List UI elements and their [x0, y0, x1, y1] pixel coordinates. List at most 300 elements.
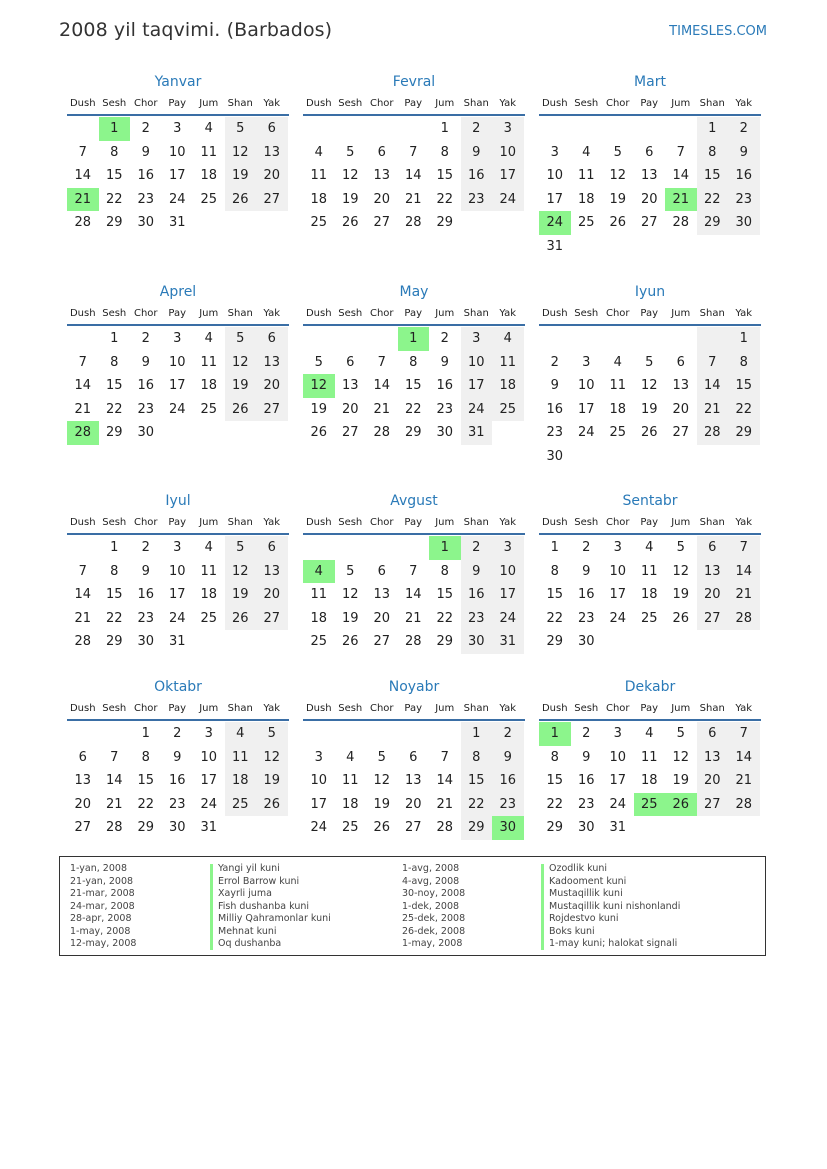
day-cell: 30	[577, 634, 595, 650]
holiday-date: 1-dek, 2008	[402, 900, 460, 912]
holiday-day-cell: 30	[492, 816, 524, 840]
holiday-name: Mustaqillik kuni	[549, 888, 623, 899]
month-name: Noyabr	[388, 679, 440, 695]
month-may	[303, 283, 525, 445]
day-cell: 17	[609, 587, 627, 603]
day-cell: 20	[256, 374, 288, 398]
day-cell: 20	[341, 401, 359, 417]
empty-cell	[697, 235, 729, 259]
weekday-label: Chor	[369, 308, 394, 319]
empty-cell	[67, 327, 99, 351]
site-link[interactable]: TIMESLES.COM	[669, 24, 767, 39]
day-cell: 12	[341, 587, 359, 603]
weekday-label: Yak	[735, 517, 753, 528]
day-cell: 28	[404, 634, 422, 650]
day-cell: 15	[728, 374, 760, 398]
month-name: Mart	[634, 74, 666, 90]
day-cell: 10	[492, 141, 524, 165]
holiday-marker-bar	[210, 864, 213, 950]
day-cell: 4	[346, 749, 355, 765]
day-cell: 18	[640, 587, 658, 603]
holiday-date: 26-dek, 2008	[402, 925, 466, 937]
weekday-label: Dush	[305, 517, 332, 528]
day-cell: 15	[436, 168, 454, 184]
day-cell: 4	[225, 722, 257, 746]
empty-cell	[303, 117, 335, 141]
day-cell: 11	[492, 351, 524, 375]
day-cell: 22	[436, 191, 454, 207]
month-yanvar	[67, 73, 289, 235]
holiday-date: 24-mar, 2008	[70, 900, 135, 912]
day-cell: 28	[404, 215, 422, 231]
day-cell: 7	[78, 563, 87, 579]
day-cell: 11	[341, 773, 359, 789]
weekday-header	[539, 305, 761, 323]
weekday-label: Pay	[404, 703, 423, 714]
weekday-header	[539, 514, 761, 532]
weekday-label: Yak	[263, 308, 281, 319]
day-cell: 31	[546, 238, 564, 254]
day-cell: 24	[609, 796, 627, 812]
empty-cell	[256, 211, 288, 235]
day-cell: 28	[373, 425, 391, 441]
empty-cell	[99, 722, 131, 746]
day-cell: 3	[461, 327, 493, 351]
holiday-name: Boks kuni	[549, 925, 595, 937]
day-cell: 13	[74, 773, 92, 789]
day-cell: 18	[225, 769, 257, 793]
weekday-label: Yak	[499, 517, 517, 528]
weekday-label: Yak	[499, 98, 517, 109]
days-grid	[303, 117, 525, 235]
holiday-name: Ozodlik kuni	[549, 863, 607, 874]
day-cell: 18	[310, 610, 328, 626]
day-cell: 6	[645, 144, 654, 160]
empty-cell	[634, 117, 666, 141]
weekday-label: Shan	[699, 308, 725, 319]
weekday-label: Sesh	[338, 703, 363, 714]
day-cell: 11	[310, 168, 328, 184]
day-cell: 6	[676, 354, 685, 370]
weekday-label: Shan	[227, 517, 253, 528]
day-cell: 4	[314, 144, 323, 160]
day-cell: 18	[577, 191, 595, 207]
day-cell: 3	[173, 331, 182, 346]
month-mart	[539, 73, 761, 259]
day-cell: 29	[461, 816, 493, 840]
day-cell: 15	[105, 168, 123, 184]
day-cell: 8	[110, 354, 119, 370]
day-cell: 28	[672, 215, 690, 231]
empty-cell	[256, 630, 288, 654]
day-cell: 27	[341, 425, 359, 441]
weekday-label: Chor	[605, 703, 630, 714]
days-grid	[67, 327, 289, 445]
day-cell: 7	[440, 749, 449, 765]
weekday-label: Chor	[605, 517, 630, 528]
day-cell: 2	[728, 117, 760, 141]
empty-cell	[193, 211, 225, 235]
day-cell: 3	[492, 536, 524, 560]
holiday-date: 4-avg, 2008	[402, 875, 460, 887]
days-grid	[303, 327, 525, 445]
day-cell: 26	[225, 607, 257, 631]
weekday-header	[303, 95, 525, 113]
day-cell: 1	[110, 331, 119, 346]
empty-cell	[634, 235, 666, 259]
day-cell: 1	[461, 722, 493, 746]
empty-cell	[697, 630, 729, 654]
weekday-label: Dush	[69, 308, 96, 319]
day-cell: 21	[74, 610, 92, 626]
day-cell: 15	[105, 378, 123, 394]
weekday-label: Shan	[699, 703, 725, 714]
empty-cell	[602, 630, 634, 654]
day-cell: 14	[404, 587, 422, 603]
day-cell: 12	[256, 746, 288, 770]
day-cell: 23	[461, 188, 493, 212]
day-cell: 30	[137, 425, 155, 441]
day-cell: 4	[204, 540, 213, 555]
day-cell: 23	[728, 188, 760, 212]
days-grid	[539, 117, 761, 259]
day-cell: 23	[436, 401, 454, 417]
day-cell: 3	[582, 354, 591, 370]
weekday-label: Shan	[699, 98, 725, 109]
holiday-day-cell: 1	[539, 722, 571, 746]
day-cell: 11	[640, 563, 658, 579]
empty-cell	[728, 235, 760, 259]
day-cell: 4	[645, 726, 654, 741]
day-cell: 7	[697, 351, 729, 375]
day-cell: 6	[697, 536, 729, 560]
day-cell: 3	[314, 749, 323, 765]
empty-cell	[665, 445, 697, 469]
day-cell: 28	[105, 820, 123, 836]
days-grid	[303, 536, 525, 654]
day-cell: 11	[200, 354, 218, 370]
day-cell: 22	[546, 796, 564, 812]
weekday-header	[67, 514, 289, 532]
weekday-label: Pay	[640, 517, 659, 528]
day-cell: 12	[373, 773, 391, 789]
days-grid	[67, 722, 289, 840]
days-grid	[67, 117, 289, 235]
day-cell: 31	[492, 630, 524, 654]
holiday-name: Mustaqillik kuni nishonlandi	[549, 900, 681, 912]
month-name: Oktabr	[154, 679, 202, 695]
day-cell: 23	[137, 191, 155, 207]
day-cell: 19	[225, 374, 257, 398]
day-cell: 7	[676, 144, 685, 160]
day-cell: 14	[697, 374, 729, 398]
day-cell: 2	[141, 121, 150, 136]
day-cell: 22	[461, 793, 493, 817]
day-cell: 12	[672, 749, 690, 765]
day-cell: 26	[373, 820, 391, 836]
holiday-name: Milliy Qahramonlar kuni	[218, 913, 331, 924]
day-cell: 31	[609, 820, 627, 836]
weekday-label: Pay	[640, 98, 659, 109]
day-cell: 25	[341, 820, 359, 836]
weekday-label: Sesh	[574, 517, 599, 528]
holiday-name: Fish dushanba kuni	[218, 900, 310, 912]
day-cell: 18	[200, 587, 218, 603]
header-rule	[303, 533, 525, 535]
header-rule	[67, 719, 289, 721]
day-cell: 6	[409, 749, 418, 765]
day-cell: 17	[461, 374, 493, 398]
day-cell: 13	[256, 351, 288, 375]
empty-cell	[398, 536, 430, 560]
weekday-label: Shan	[463, 98, 489, 109]
day-cell: 6	[377, 563, 386, 579]
day-cell: 5	[225, 327, 257, 351]
day-cell: 2	[582, 540, 591, 555]
day-cell: 16	[492, 769, 524, 793]
day-cell: 8	[110, 144, 119, 160]
weekday-label: Chor	[133, 98, 158, 109]
day-cell: 21	[74, 401, 92, 417]
empty-cell	[398, 722, 430, 746]
day-cell: 19	[341, 610, 359, 626]
day-cell: 3	[492, 117, 524, 141]
weekday-label: Yak	[263, 98, 281, 109]
weekday-label: Shan	[463, 308, 489, 319]
day-cell: 10	[310, 773, 328, 789]
holiday-date: 1-avg, 2008	[402, 863, 460, 874]
day-cell: 31	[200, 820, 218, 836]
day-cell: 29	[546, 634, 564, 650]
day-cell: 6	[256, 117, 288, 141]
weekday-header	[67, 95, 289, 113]
day-cell: 10	[200, 749, 218, 765]
empty-cell	[665, 327, 697, 351]
day-cell: 15	[404, 378, 422, 394]
day-cell: 6	[78, 749, 87, 765]
empty-cell	[162, 421, 194, 445]
day-cell: 23	[546, 425, 564, 441]
day-cell: 21	[404, 191, 422, 207]
weekday-label: Dush	[541, 308, 568, 319]
day-cell: 9	[173, 749, 182, 765]
weekday-header	[539, 95, 761, 113]
day-cell: 3	[613, 726, 622, 741]
empty-cell	[335, 722, 367, 746]
empty-cell	[571, 327, 603, 351]
empty-cell	[602, 445, 634, 469]
day-cell: 14	[373, 378, 391, 394]
day-cell: 24	[168, 191, 186, 207]
day-cell: 17	[168, 378, 186, 394]
day-cell: 10	[168, 144, 186, 160]
day-cell: 6	[346, 354, 355, 370]
day-cell: 19	[225, 583, 257, 607]
weekday-label: Dush	[305, 703, 332, 714]
day-cell: 10	[461, 351, 493, 375]
holiday-marker-bar	[541, 864, 544, 950]
day-cell: 21	[728, 769, 760, 793]
weekday-header	[539, 700, 761, 718]
holiday-names-right	[549, 863, 680, 951]
month-name: Sentabr	[622, 493, 678, 509]
weekday-label: Shan	[463, 703, 489, 714]
day-cell: 14	[404, 168, 422, 184]
empty-cell	[665, 117, 697, 141]
day-cell: 29	[105, 215, 123, 231]
day-cell: 30	[137, 634, 155, 650]
empty-cell	[335, 536, 367, 560]
day-cell: 23	[137, 610, 155, 626]
day-cell: 7	[728, 536, 760, 560]
day-cell: 5	[225, 117, 257, 141]
day-cell: 25	[310, 634, 328, 650]
empty-cell	[366, 327, 398, 351]
holiday-date: 21-mar, 2008	[70, 888, 135, 899]
day-cell: 27	[373, 634, 391, 650]
day-cell: 10	[609, 563, 627, 579]
day-cell: 22	[105, 401, 123, 417]
weekday-label: Jum	[671, 308, 691, 319]
holiday-date: 1-yan, 2008	[70, 863, 127, 874]
day-cell: 7	[78, 354, 87, 370]
empty-cell	[634, 816, 666, 840]
holiday-day-cell: 21	[665, 188, 697, 212]
day-cell: 14	[436, 773, 454, 789]
day-cell: 11	[640, 749, 658, 765]
holiday-day-cell: 24	[539, 211, 571, 235]
empty-cell	[461, 211, 493, 235]
holiday-day-cell: 4	[303, 560, 335, 584]
month-name: Iyun	[634, 284, 666, 300]
empty-cell	[303, 722, 335, 746]
days-grid	[539, 536, 761, 654]
day-cell: 23	[168, 796, 186, 812]
day-cell: 31	[168, 215, 186, 231]
day-cell: 19	[310, 401, 328, 417]
day-cell: 16	[137, 587, 155, 603]
day-cell: 16	[728, 164, 760, 188]
weekday-label: Sesh	[338, 308, 363, 319]
day-cell: 7	[409, 563, 418, 579]
empty-cell	[571, 445, 603, 469]
day-cell: 28	[728, 607, 760, 631]
holiday-name: Errol Barrow kuni	[218, 875, 300, 887]
empty-cell	[602, 327, 634, 351]
month-oktabr	[67, 678, 289, 840]
holiday-date: 1-may, 2008	[70, 925, 131, 937]
weekday-label: Chor	[133, 517, 158, 528]
day-cell: 17	[168, 168, 186, 184]
day-cell: 4	[582, 144, 591, 160]
day-cell: 1	[550, 540, 559, 555]
weekday-label: Yak	[735, 308, 753, 319]
holiday-date: 30-noy, 2008	[402, 888, 466, 899]
day-cell: 9	[582, 749, 591, 765]
day-cell: 18	[609, 401, 627, 417]
day-cell: 30	[137, 215, 155, 231]
day-cell: 11	[310, 587, 328, 603]
day-cell: 19	[672, 587, 690, 603]
day-cell: 8	[409, 354, 418, 370]
weekday-label: Dush	[305, 98, 332, 109]
day-cell: 2	[461, 536, 493, 560]
day-cell: 21	[436, 796, 454, 812]
day-cell: 10	[168, 354, 186, 370]
weekday-label: Jum	[199, 308, 219, 319]
day-cell: 2	[582, 726, 591, 741]
day-cell: 24	[310, 820, 328, 836]
weekday-label: Pay	[404, 308, 423, 319]
empty-cell	[67, 117, 99, 141]
weekday-label: Yak	[263, 703, 281, 714]
weekday-label: Jum	[671, 98, 691, 109]
day-cell: 19	[256, 769, 288, 793]
weekday-label: Yak	[735, 703, 753, 714]
day-cell: 4	[204, 121, 213, 136]
day-cell: 25	[200, 401, 218, 417]
weekday-header	[67, 700, 289, 718]
day-cell: 24	[492, 188, 524, 212]
day-cell: 31	[461, 421, 493, 445]
day-cell: 30	[461, 630, 493, 654]
day-cell: 18	[310, 191, 328, 207]
day-cell: 29	[728, 421, 760, 445]
day-cell: 23	[461, 607, 493, 631]
weekday-header	[67, 305, 289, 323]
day-cell: 5	[377, 749, 386, 765]
empty-cell	[602, 117, 634, 141]
day-cell: 1	[697, 117, 729, 141]
day-cell: 20	[697, 583, 729, 607]
day-cell: 5	[256, 722, 288, 746]
day-cell: 22	[436, 610, 454, 626]
day-cell: 24	[168, 610, 186, 626]
empty-cell	[728, 630, 760, 654]
day-cell: 27	[256, 188, 288, 212]
empty-cell	[303, 536, 335, 560]
day-cell: 8	[550, 563, 559, 579]
day-cell: 28	[697, 421, 729, 445]
empty-cell	[728, 816, 760, 840]
day-cell: 25	[310, 215, 328, 231]
day-cell: 26	[310, 425, 328, 441]
empty-cell	[634, 327, 666, 351]
day-cell: 17	[609, 773, 627, 789]
weekday-label: Shan	[227, 308, 253, 319]
day-cell: 10	[492, 560, 524, 584]
weekday-label: Chor	[369, 98, 394, 109]
day-cell: 13	[697, 746, 729, 770]
header-rule	[67, 533, 289, 535]
day-cell: 20	[404, 796, 422, 812]
holiday-name: Oq dushanba	[218, 938, 282, 949]
weekday-label: Dush	[69, 98, 96, 109]
day-cell: 17	[577, 401, 595, 417]
day-cell: 8	[728, 351, 760, 375]
holiday-date: 21-yan, 2008	[70, 875, 134, 887]
holiday-dates-right	[402, 863, 465, 951]
day-cell: 25	[200, 610, 218, 626]
day-cell: 3	[204, 726, 213, 741]
empty-cell	[256, 816, 288, 840]
day-cell: 2	[141, 331, 150, 346]
day-cell: 26	[341, 215, 359, 231]
day-cell: 7	[377, 354, 386, 370]
empty-cell	[366, 536, 398, 560]
holiday-date: 12-may, 2008	[70, 938, 137, 949]
empty-cell	[697, 327, 729, 351]
